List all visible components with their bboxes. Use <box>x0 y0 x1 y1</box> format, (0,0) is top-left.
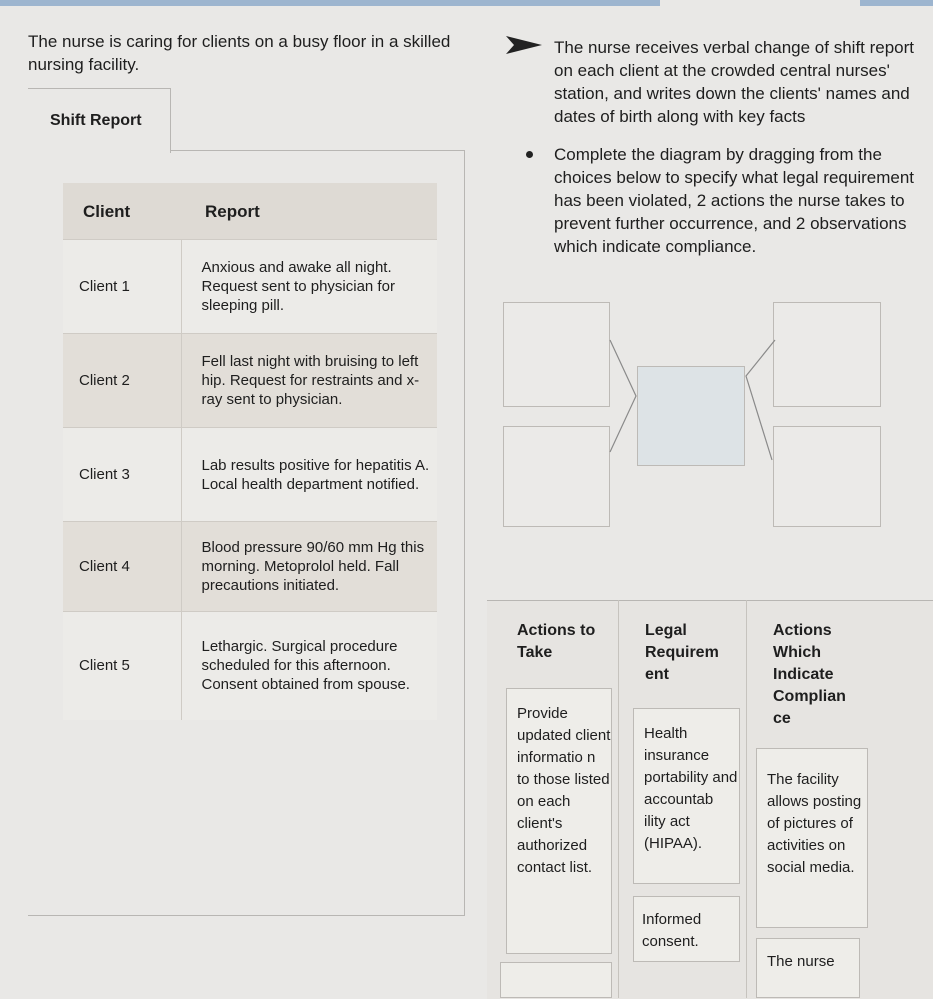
column-header-actions-to-take: Actions to Take <box>517 622 596 661</box>
diagram-prompt: Complete the diagram by dragging from the choices below to specify what legal requirement has been violated, 2 actions the nurse takes to prevent further occurrence, and 2 observations which indicate compliance. <box>554 145 915 256</box>
option-card[interactable]: Provide updated client informatio n to those listed on each client's authorized contact list. <box>506 688 612 954</box>
chevron-right-icon <box>506 36 542 54</box>
column-header-legal-requirement: Legal Requirem ent <box>645 622 719 683</box>
option-card[interactable]: Health insurance portability and accountab ility act (HIPAA). <box>633 708 740 884</box>
client-name: Client 5 <box>63 612 181 720</box>
column-divider <box>746 600 747 998</box>
diagram-connectors <box>600 330 790 470</box>
shift-report-tab-label: Shift Report <box>50 112 142 129</box>
table-row <box>63 612 437 720</box>
client-report: Lethargic. Surgical procedure scheduled for this afternoon. Consent obtained from spouse. <box>181 612 437 720</box>
instruction-text: The nurse receives verbal change of shift report on each client at the crowded central nurses' station, and writes down the clients' names and dates of birth along with key facts <box>554 38 915 126</box>
column-header-compliance: Actions Which Indicate Complian ce <box>773 622 846 727</box>
column-header-report: Report <box>181 183 437 240</box>
column-header-client: Client <box>63 183 181 240</box>
table-row <box>63 240 437 334</box>
client-report: Fell last night with bruising to left hip. Request for restraints and x-ray sent to physician. <box>181 334 437 428</box>
client-name: Client 3 <box>63 428 181 522</box>
client-name: Client 2 <box>63 334 181 428</box>
option-card-partial[interactable] <box>500 962 612 998</box>
drop-slot-action-1[interactable] <box>503 302 610 407</box>
drop-slot-action-2[interactable] <box>503 426 610 527</box>
client-report: Blood pressure 90/60 mm Hg this morning. Metoprolol held. Fall precautions initiated. <box>181 522 437 612</box>
client-report: Lab results positive for hepatitis A. Local health department notified. <box>181 428 437 522</box>
client-name: Client 4 <box>63 522 181 612</box>
table-row <box>63 522 437 612</box>
option-card[interactable]: The facility allows posting of pictures of activities on social media. <box>756 748 868 928</box>
shift-report-table <box>63 183 437 720</box>
table-row <box>63 334 437 428</box>
column-divider <box>618 600 619 998</box>
client-report: Anxious and awake all night. Request sent to physician for sleeping pill. <box>181 240 437 334</box>
table-row <box>63 428 437 522</box>
option-card[interactable]: Informed consent. <box>633 896 740 962</box>
question-intro: The nurse is caring for clients on a busy floor in a skilled nursing facility. <box>28 32 451 74</box>
option-card[interactable]: The nurse <box>756 938 860 998</box>
top-accent-bar <box>0 0 933 6</box>
bullet-icon <box>526 151 533 158</box>
client-name: Client 1 <box>63 240 181 334</box>
